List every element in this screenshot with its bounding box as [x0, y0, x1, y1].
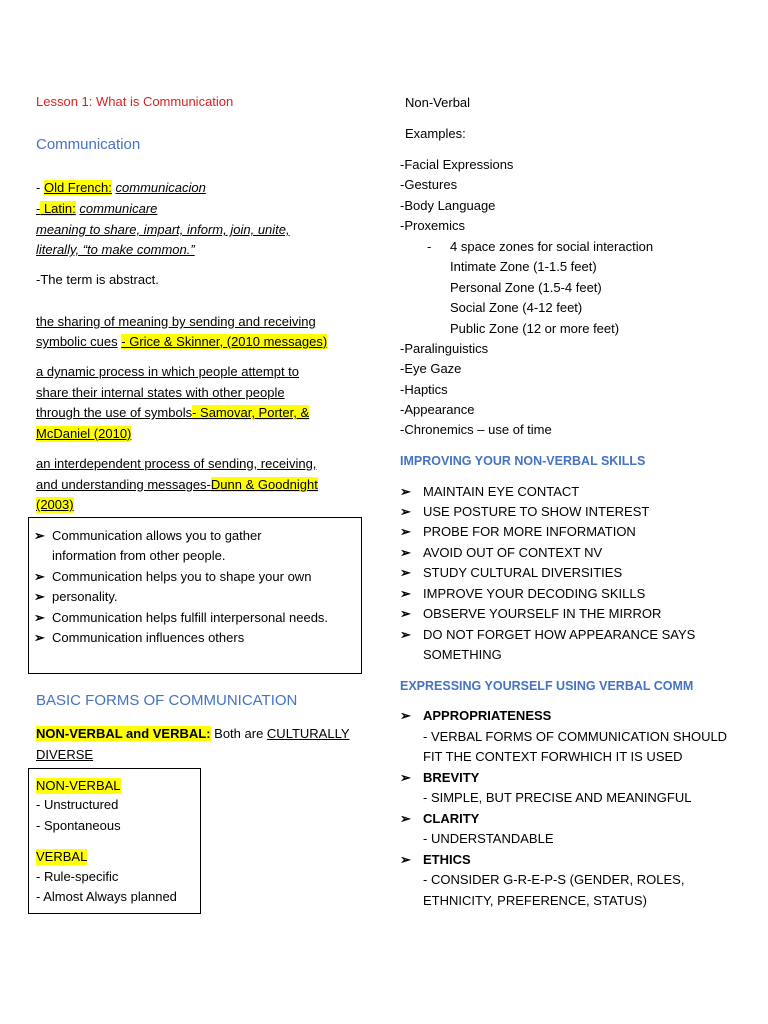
- benefit-item: ➢ Communication influences others: [34, 630, 245, 645]
- verbal-skill-desc: - SIMPLE, BUT PRECISE AND MEANINGFUL: [423, 790, 692, 805]
- examples-label: Examples:: [405, 126, 466, 141]
- dash: -: [36, 201, 41, 216]
- improving-title: IMPROVING YOUR NON-VERBAL SKILLS: [400, 454, 646, 468]
- culturally-word: CULTURALLY: [266, 726, 350, 741]
- bullet-arrow-icon: ➢: [34, 630, 45, 645]
- verbal-skill-label: ➢ CLARITY: [400, 811, 480, 826]
- example-item: -Facial Expressions: [400, 157, 514, 172]
- bullet-arrow-icon: ➢: [34, 569, 45, 584]
- zone-item: Personal Zone (1.5-4 feet): [450, 280, 602, 295]
- zone-item: Public Zone (12 or more feet): [450, 321, 620, 336]
- verbal-trait: - Almost Always planned: [36, 889, 177, 904]
- bullet-arrow-icon: ➢: [400, 545, 411, 560]
- example-item: -Proxemics: [400, 218, 466, 233]
- bullet-arrow-icon: ➢: [400, 504, 411, 519]
- zones-intro: - 4 space zones for social interaction: [427, 239, 654, 254]
- definition-2-line-1: a dynamic process in which people attempt to: [36, 364, 300, 379]
- example-item: -Haptics: [400, 382, 448, 397]
- improving-item: ➢ STUDY CULTURAL DIVERSITIES: [400, 565, 623, 580]
- benefit-item: ➢ personality.: [34, 589, 118, 604]
- nonverbal-trait: - Spontaneous: [36, 818, 121, 833]
- expressing-title: EXPRESSING YOURSELF USING VERBAL COMM: [400, 679, 694, 693]
- verbal-skill-desc: - VERBAL FORMS OF COMMUNICATION SHOULD: [423, 729, 728, 744]
- verbal-trait: - Rule-specific: [36, 869, 119, 884]
- old-french-word: communicacion: [115, 180, 206, 195]
- benefit-item: ➢ Communication helps you to shape your own: [34, 569, 312, 584]
- bullet-arrow-icon: ➢: [400, 811, 411, 826]
- verbal-skill-label: ➢ APPROPRIATENESS: [400, 708, 552, 723]
- bullet-arrow-icon: ➢: [34, 528, 45, 543]
- improving-item: ➢ AVOID OUT OF CONTEXT NV: [400, 545, 603, 560]
- definition-2-text: through the use of symbols: [36, 405, 193, 420]
- bullet-arrow-icon: ➢: [400, 586, 411, 601]
- etymology-meaning-1: meaning to share, impart, inform, join, unite,: [36, 222, 290, 237]
- example-item: -Paralinguistics: [400, 341, 489, 356]
- benefit-item: ➢ Communication helps fulfill interpersonal needs.: [34, 610, 329, 625]
- improving-item: ➢ DO NOT FORGET HOW APPEARANCE SAYS: [400, 627, 696, 642]
- old-french-label: Old French:: [43, 180, 112, 195]
- bullet-arrow-icon: ➢: [400, 627, 411, 642]
- benefit-item-cont: information from other people.: [52, 548, 226, 563]
- definition-1-line-2: [36, 334, 327, 350]
- etymology-latin: [36, 201, 157, 217]
- verbal-skill-desc: ETHNICITY, PREFERENCE, STATUS): [423, 893, 647, 908]
- basic-forms-title: BASIC FORMS OF COMMUNICATION: [36, 692, 298, 709]
- definition-2-line-2: share their internal states with other people: [36, 385, 285, 400]
- improving-item: ➢ MAINTAIN EYE CONTACT: [400, 484, 580, 499]
- definition-1-line-1: the sharing of meaning by sending and receiving: [36, 314, 316, 329]
- improving-item: ➢ USE POSTURE TO SHOW INTEREST: [400, 504, 650, 519]
- definition-3-citation-cont: (2003): [36, 497, 74, 512]
- nonverbal-trait: - Unstructured: [36, 797, 119, 812]
- verbal-skill-desc: - UNDERSTANDABLE: [423, 831, 554, 846]
- bullet-arrow-icon: ➢: [400, 484, 411, 499]
- verbal-skill-label: ➢ ETHICS: [400, 852, 471, 867]
- verbal-label: VERBAL: [36, 849, 88, 864]
- bullet-arrow-icon: ➢: [400, 770, 411, 785]
- abstract-note: -The term is abstract.: [36, 272, 159, 287]
- improving-item-cont: SOMETHING: [423, 647, 502, 662]
- definition-1-text: symbolic cues: [36, 334, 118, 349]
- etymology-old-french: [36, 180, 206, 196]
- example-item: -Chronemics – use of time: [400, 422, 552, 437]
- bullet-arrow-icon: ➢: [400, 708, 411, 723]
- nonverbal-label: NON-VERBAL: [36, 778, 121, 793]
- diverse-word: DIVERSE: [36, 747, 94, 762]
- definition-2-citation-cont: McDaniel (2010): [36, 426, 132, 441]
- verbal-skill-desc: - CONSIDER G-R-E-P-S (GENDER, ROLES,: [423, 872, 685, 887]
- definition-3-line-1: an interdependent process of sending, receiving,: [36, 456, 317, 471]
- improving-item: ➢ IMPROVE YOUR DECODING SKILLS: [400, 586, 646, 601]
- bullet-arrow-icon: ➢: [400, 565, 411, 580]
- definition-2-line-3: [36, 405, 309, 421]
- definition-2-citation: - Samovar, Porter, &: [192, 405, 310, 420]
- nv-v-line: NON-VERBAL and VERBAL: Both are CULTURALLY: [36, 726, 350, 741]
- definition-3-line-2: [36, 477, 318, 493]
- latin-label: Latin:: [40, 201, 76, 216]
- zone-item: Social Zone (4-12 feet): [450, 300, 583, 315]
- example-item: -Body Language: [400, 198, 496, 213]
- bullet-arrow-icon: ➢: [34, 589, 45, 604]
- bullet-arrow-icon: ➢: [400, 852, 411, 867]
- example-item: -Eye Gaze: [400, 361, 462, 376]
- improving-item: ➢ PROBE FOR MORE INFORMATION: [400, 524, 636, 539]
- verbal-skill-label: ➢ BREVITY: [400, 770, 480, 785]
- verbal-skill-desc: FIT THE CONTEXT FORWHICH IT IS USED: [423, 749, 683, 764]
- example-item: -Appearance: [400, 402, 475, 417]
- dash: -: [36, 180, 41, 195]
- nv-v-label: NON-VERBAL and VERBAL:: [36, 726, 211, 741]
- definition-1-citation: - Grice & Skinner, (2010 messages): [121, 334, 328, 349]
- nonverbal-heading: Non-Verbal: [405, 95, 471, 110]
- latin-word: communicare: [79, 201, 158, 216]
- bullet-arrow-icon: ➢: [34, 610, 45, 625]
- definition-3-citation: Dunn & Goodnight: [210, 477, 318, 492]
- benefit-item: ➢ Communication allows you to gather: [34, 528, 262, 543]
- bullet-arrow-icon: ➢: [400, 524, 411, 539]
- example-item: -Gestures: [400, 177, 458, 192]
- improving-item: ➢ OBSERVE YOURSELF IN THE MIRROR: [400, 606, 662, 621]
- etymology-meaning-2: literally, “to make common.”: [36, 242, 195, 257]
- bullet-arrow-icon: ➢: [400, 606, 411, 621]
- lesson-title: Lesson 1: What is Communication: [36, 94, 234, 109]
- definition-3-text: and understanding messages-: [36, 477, 211, 492]
- section-title: Communication: [36, 136, 141, 153]
- zone-item: Intimate Zone (1-1.5 feet): [450, 259, 597, 274]
